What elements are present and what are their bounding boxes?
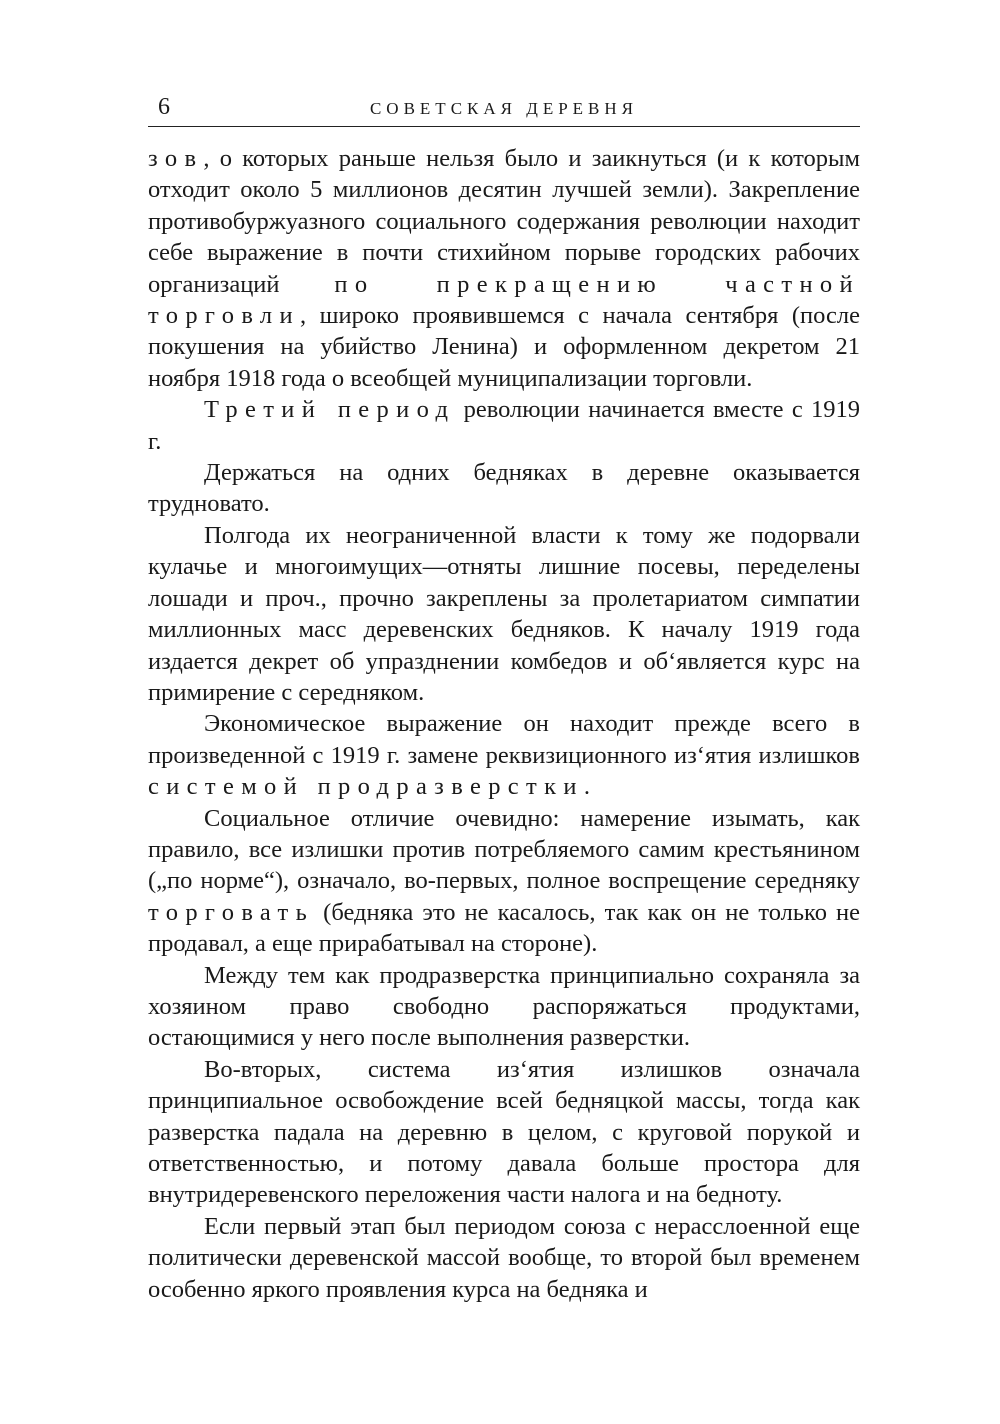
- body-text: [148, 143, 860, 1305]
- text-run: Полгода их неограниченной власти к тому же подорвали кулачье и многоимущих—отняты лишние посевы, переделены лошади и проч., прочно закреплены за пролетариатом симпатии миллионных масс деревенских бедняков. К началу 1919 года издается декрет об упразднении комбедов и об‘является курс на примирение с середняком.: [148, 521, 860, 706]
- emphasis-text: Третий период: [204, 396, 456, 424]
- emphasis-text: зов: [148, 145, 204, 172]
- emphasis-text: по прекращению частной торговли: [148, 270, 860, 330]
- text-run: , о которых раньше нельзя было и заикнуться (и к которым отходит около 5 миллионов десятин лучшей земли). Закрепление противобуржуазного социального содержания революции находит себе выражение в почти стихийном порыве городских рабочих организаций: [148, 145, 860, 298]
- paragraph-8: [148, 1054, 860, 1211]
- text-run: .: [583, 773, 590, 801]
- journal-title: СОВЕТСКАЯ ДЕРЕВНЯ: [369, 99, 639, 118]
- paragraph-9: [148, 1211, 860, 1305]
- paragraph-4: [148, 520, 860, 708]
- emphasis-text: системой продразверстки: [148, 773, 584, 801]
- book-page: [148, 92, 860, 1305]
- text-run: , широко проявившемся с начала сентября (после покушения на убийство Ленина) и оформленном декретом 21 ноября 1918 года о всеобщей муниципализации торговли.: [148, 302, 860, 392]
- text-run: Если первый этап был периодом союза с нерасслоенной еще политически деревенской массой вообще, то второй был временем особенно яркого проявления курса на бедняка и: [148, 1212, 860, 1303]
- paragraph-6: [148, 803, 860, 960]
- text-run: Экономическое выражение он находит прежде всего в произведенной с 1919 г. замене реквизиционного из‘ятия излишков: [148, 710, 860, 769]
- paragraph-5: [148, 708, 860, 802]
- page-number: 6: [158, 94, 170, 120]
- text-run: (бедняка это не касалось, так как он не только не продавал, а еще прирабатывал на стороне).: [148, 898, 860, 958]
- paragraph-3: [148, 457, 860, 520]
- paragraph-2: [148, 394, 860, 457]
- emphasis-text: торговать: [148, 898, 315, 926]
- text-run: революции начинается вместе с 1919 г.: [148, 396, 860, 455]
- paragraph-7: [148, 960, 860, 1054]
- text-run: Социальное отличие очевидно: намерение изымать, как правило, все излишки против потребляемого самим крестьянином („по норме“), означало, во-первых, полное воспрещение середняку: [148, 804, 860, 895]
- paragraph-1: [148, 143, 860, 394]
- text-run: Между тем как продразверстка принципиально сохраняла за хозяином право свободно распоряжаться продуктами, остающимися у него после выполнения разверстки.: [148, 961, 860, 1052]
- running-head: [148, 92, 860, 127]
- text-run: Во-вторых, система из‘ятия излишков означала принципиальное освобождение всей бедняцкой массы, тогда как разверстка падала на деревню в целом, с круговой порукой и ответственностью, и потому давала больше простора для внутридеревенского переложения части налога и на бедноту.: [148, 1055, 860, 1209]
- text-run: Держаться на одних бедняках в деревне оказывается трудновато.: [148, 459, 860, 518]
